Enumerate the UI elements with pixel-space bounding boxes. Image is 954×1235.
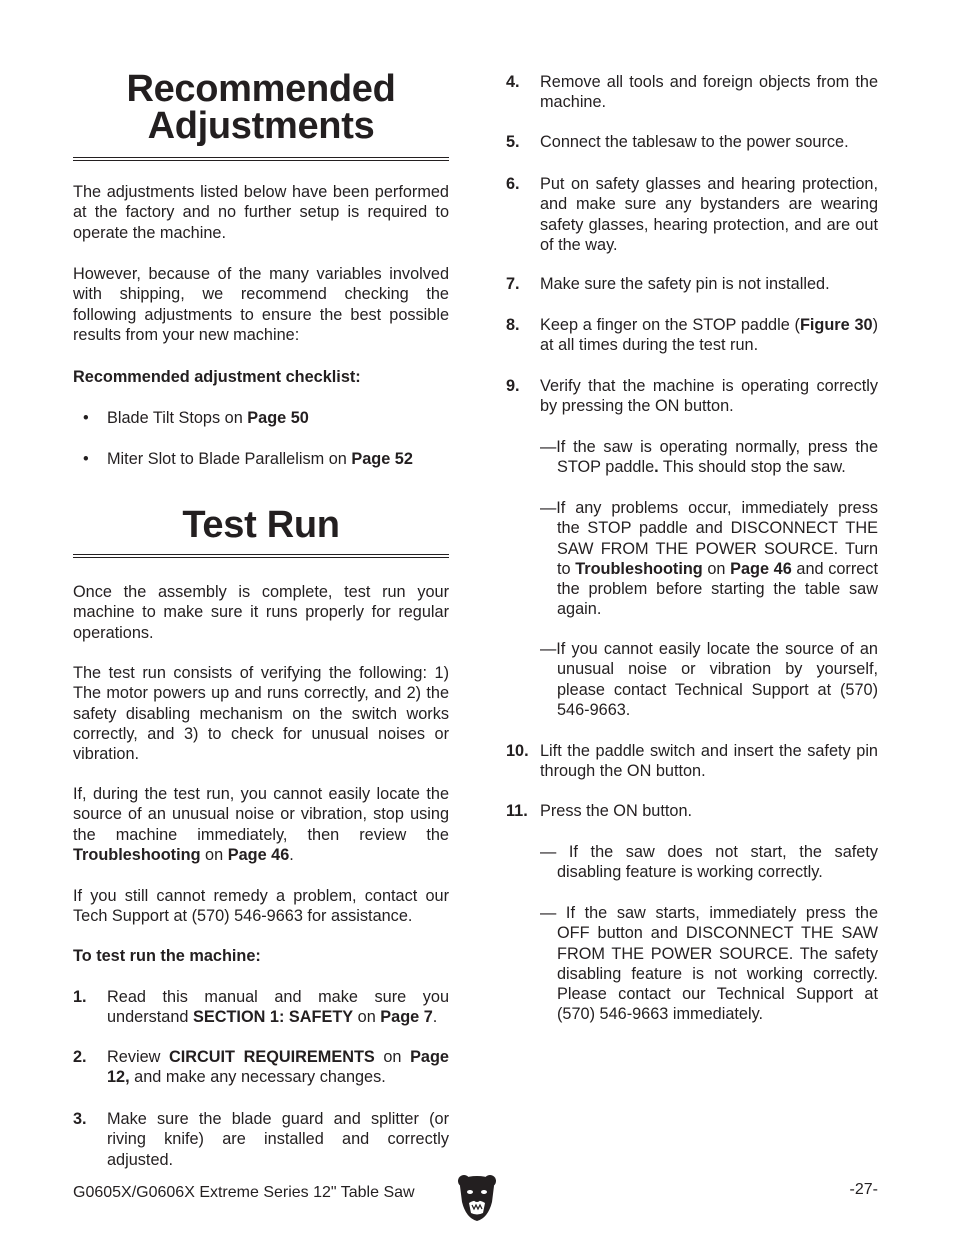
step-text: Keep a finger on the STOP paddle (Figure 30) at all times during the test run.: [540, 316, 878, 355]
test-run-paragraph-1: Once the assembly is complete, test run your machine to make sure it runs properly for regular operations.: [73, 583, 449, 642]
step-9-note-2: —If any problems occur, immediately press the STOP paddle and DISCONNECT THE SAW FROM THE POWER SOURCE. Turn to Troubleshooting on Page 46 and correct the problem before starting the table saw again.: [540, 499, 878, 619]
step-number: 9.: [506, 377, 520, 395]
step-number: 6.: [506, 175, 520, 193]
section-rule: [73, 157, 449, 161]
page-reference[interactable]: Page 50: [247, 409, 309, 427]
heading-line-1: Recommended: [126, 68, 396, 110]
step-text: Put on safety glasses and hearing protection, and make sure any bystanders are wearing safety glasses, hearing protection, and are out of the way.: [540, 175, 878, 254]
step-number: 8.: [506, 316, 520, 334]
bullet-icon: •: [83, 450, 89, 468]
step-text: Lift the paddle switch and insert the safety pin through the ON button.: [540, 742, 878, 781]
step-number: 7.: [506, 275, 520, 293]
step-text: Verify that the machine is operating correctly by pressing the ON button.: [540, 377, 878, 416]
step-text: Review CIRCUIT REQUIREMENTS on Page 12, and make any necessary changes.: [107, 1048, 449, 1087]
test-run-paragraph-2: The test run consists of verifying the following: 1) The motor powers up and runs correctly, and 2) the safety disabling mechanism on the switch works correctly, and 3) to check for unusual noises or vibration.: [73, 664, 449, 764]
recommended-paragraph-2: However, because of the many variables involved with shipping, we recommend checking the following adjustments to ensure the best possible results from your new machine:: [73, 265, 449, 344]
step-text: Make sure the blade guard and splitter (or riving knife) are installed and correctly adjusted.: [107, 1110, 449, 1169]
recommended-adjustments-heading: [73, 68, 449, 147]
test-run-heading: Test Run: [182, 504, 340, 546]
bullet-icon: •: [83, 409, 89, 427]
step-text: Make sure the safety pin is not installed.: [540, 275, 830, 293]
step-text: Press the ON button.: [540, 802, 693, 820]
test-run-paragraph-4: If you still cannot remedy a problem, contact our Tech Support at (570) 546-9663 for assistance.: [73, 887, 449, 926]
step-number: 10.: [506, 742, 529, 760]
step-text: Remove all tools and foreign objects from the machine.: [540, 73, 878, 112]
page-reference[interactable]: Page 52: [351, 450, 413, 468]
step-number: 5.: [506, 133, 520, 151]
procedure-label: To test run the machine:: [73, 947, 261, 965]
step-9-note-3: —If you cannot easily locate the source of an unusual noise or vibration by yourself, please contact Technical Support at (570) 546-9663.: [540, 640, 878, 719]
step-9-note-1: —If the saw is operating normally, press the STOP paddle. This should stop the saw.: [540, 438, 878, 477]
step-number: 1.: [73, 988, 87, 1006]
step-number: 11.: [506, 802, 528, 820]
test-run-paragraph-3: If, during the test run, you cannot easily locate the source of an unusual noise or vibration, stop using the machine immediately, then review the Troubleshooting on Page 46.: [73, 785, 449, 864]
step-11-note-1: — If the saw does not start, the safety disabling feature is working correctly.: [540, 843, 878, 882]
step-number: 3.: [73, 1110, 87, 1128]
step-number: 4.: [506, 73, 520, 91]
page-number: -27-: [849, 1181, 878, 1198]
recommended-paragraph-1: The adjustments listed below have been performed at the factory and no further setup is required to operate the machine.: [73, 183, 449, 242]
checklist-label: Recommended adjustment checklist:: [73, 368, 361, 386]
bear-head-logo-icon: [456, 1172, 498, 1222]
section-rule: [73, 554, 449, 558]
step-text: Connect the tablesaw to the power source.: [540, 133, 849, 151]
step-number: 2.: [73, 1048, 87, 1066]
heading-line-2: Adjustments: [147, 105, 375, 147]
footer-model: G0605X/G0606X Extreme Series 12" Table Saw: [73, 1184, 415, 1201]
step-11-note-2: — If the saw starts, immediately press the OFF button and DISCONNECT THE SAW FROM THE POWER SOURCE. The safety disabling feature is not working correctly. Please contact our Technical Support at (570) 546-9663 immediately.: [540, 904, 878, 1024]
step-text: Read this manual and make sure you understand SECTION 1: SAFETY on Page 7.: [107, 988, 449, 1027]
